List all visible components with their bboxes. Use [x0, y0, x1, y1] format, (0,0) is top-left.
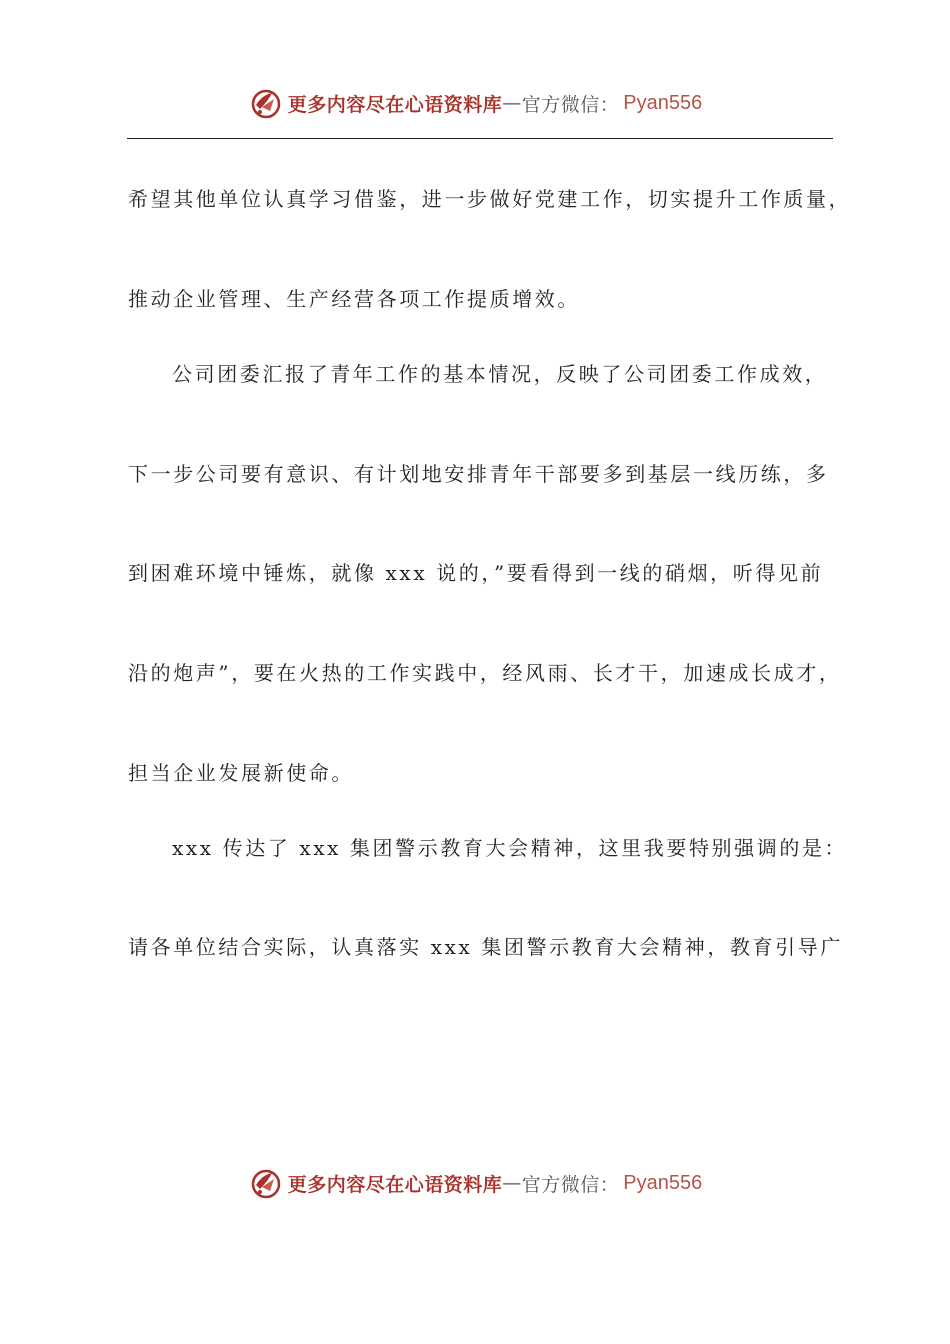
header-brand-text: 更多内容尽在心语资料库 — [287, 93, 503, 116]
footer-dash: — — [502, 1172, 522, 1194]
body-line: 下一步公司要有意识、有计划地安排青年干部要多到基层一线历练，多 — [128, 462, 829, 486]
header-banner — [0, 83, 950, 123]
header-dash: — — [502, 92, 522, 114]
body-line: 担当企业发展新使命。 — [128, 761, 354, 785]
header-contact-id: Pyan556 — [623, 91, 703, 114]
body-line: 沿的炮声”，要在火热的工作实践中，经风雨、长才干，加速成长成才， — [128, 661, 842, 685]
footer-contact-label: 官方微信： — [521, 1173, 620, 1196]
body-line: 请各单位结合实际，认真落实 xxx 集团警示教育大会精神，教育引导广 — [128, 935, 843, 959]
body-line: xxx 传达了 xxx 集团警示教育大会精神，这里我要特别强调的是： — [172, 836, 848, 860]
footer-contact-id: Pyan556 — [623, 1171, 703, 1194]
body-line: 到困难环境中锤炼，就像 xxx 说的，”要看得到一线的硝烟，听得见前 — [128, 561, 824, 585]
header-contact-label: 官方微信： — [521, 93, 620, 116]
header-divider — [127, 138, 833, 139]
footer-banner — [0, 1163, 950, 1203]
footer-brand-text: 更多内容尽在心语资料库 — [287, 1173, 503, 1196]
brand-logo-icon — [248, 1165, 284, 1201]
body-line: 推动企业管理、生产经营各项工作提质增效。 — [128, 287, 580, 311]
body-line: 公司团委汇报了青年工作的基本情况，反映了公司团委工作成效， — [172, 362, 828, 386]
brand-logo-icon — [248, 85, 284, 121]
body-line: 希望其他单位认真学习借鉴，进一步做好党建工作，切实提升工作质量， — [128, 187, 852, 211]
